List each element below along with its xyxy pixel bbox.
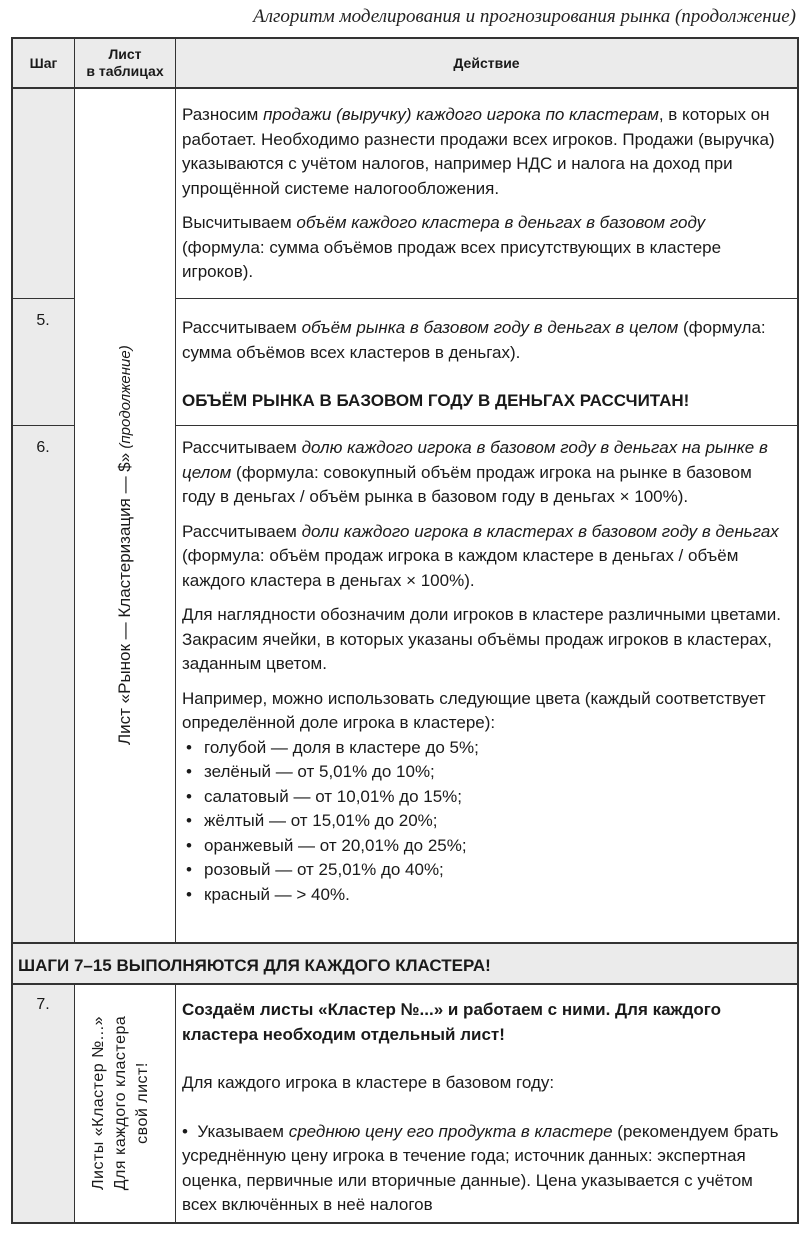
- header-sheet: [75, 46, 175, 80]
- header-action: Действие: [453, 55, 520, 71]
- row5-bottom-border-right: [175, 425, 799, 426]
- header-sheet-line2: в таблицах: [86, 63, 164, 79]
- step-number-7: 7.: [36, 996, 50, 1013]
- header-sheet-line1: Лист: [108, 46, 142, 62]
- col2-divider: [175, 37, 176, 943]
- sheet-label-main: Лист «Рынок — Кластеризация — $»: [115, 452, 134, 745]
- banner-bottom-border: [11, 983, 799, 985]
- list-item: • красный — > 40%.: [182, 883, 782, 908]
- row6-action: [182, 436, 782, 907]
- step-column-background-row7: [13, 984, 74, 1222]
- header-step: Шаг: [29, 55, 58, 71]
- sheet-label-cluster-line3: свой лист!: [134, 1062, 151, 1144]
- row6-paragraph-1: Рассчитываем долю каждого игрока в базовом году в деньгах на рынке в целом (формула: совокупный объём продаж игрока на рынке в базовом году в деньгах / объём рынка в базовом году в деньгах × 100%).: [182, 438, 768, 506]
- sheet-label-market-clustering: [115, 345, 135, 745]
- row7-heading: Создаём листы «Кластер №...» и работаем с ними. Для каждого кластера необходим отдельный лист!: [182, 1000, 722, 1044]
- list-item: • салатовый — от 10,01% до 15%;: [182, 785, 782, 810]
- sheet-label-cluster-line2: Для каждого кластера: [112, 1015, 129, 1191]
- row6-paragraph-4: Например, можно использовать следующие цвета (каждый соответствует определённой доле игрока в кластере):: [182, 688, 766, 732]
- row5-action: [182, 316, 782, 424]
- row4-action: [182, 103, 782, 295]
- sheet-label-cluster-line1: Листы «Кластер №...»: [90, 1016, 107, 1190]
- row5-bottom-border: [11, 425, 75, 426]
- row7-action: [182, 998, 782, 1218]
- row4-bottom-border-right: [175, 298, 799, 299]
- row7-paragraph-1: Для каждого игрока в кластере в базовом году:: [182, 1073, 555, 1092]
- header-bottom-border: [11, 87, 799, 89]
- table-caption: Алгоритм моделирования и прогнозирования рынка (продолжение): [253, 6, 796, 27]
- row4-paragraph-2: Высчитываем объём каждого кластера в деньгах в базовом году (формула: сумма объёмов продаж всех присутствующих в кластере игроков).: [182, 213, 722, 281]
- list-item: • голубой — доля в кластере до 5%;: [182, 736, 782, 761]
- color-legend-list: [182, 736, 782, 908]
- row7-bullet: • Указываем среднюю цену его продукта в кластере (рекомендуем брать усреднённую цену игрока в течение года; источник данных: экспертная оценка, первичные или вторичные данные). Цена указывается с учётом всех включённых в неё налогов: [182, 1121, 779, 1214]
- list-item: • жёлтый — от 15,01% до 20%;: [182, 809, 782, 834]
- row7-col2-divider: [175, 984, 176, 1222]
- col1-divider: [74, 37, 75, 943]
- row5-paragraph-1: Рассчитываем объём рынка в базовом году в деньгах в целом (формула: сумма объёмов всех кластеров в деньгах).: [182, 318, 766, 362]
- row5-conclusion: ОБЪЁМ РЫНКА В БАЗОВОМ ГОДУ В ДЕНЬГАХ РАССЧИТАН!: [182, 391, 690, 410]
- row7-col1-divider: [74, 984, 75, 1222]
- step-number-6: 6.: [36, 439, 50, 456]
- sheet-label-cluster: [88, 998, 154, 1208]
- row6-paragraph-2: Рассчитываем доли каждого игрока в кластерах в базовом году в деньгах (формула: объём продаж игрока в каждом кластере в деньгах / объём каждого кластера в деньгах × 100%).: [182, 521, 779, 590]
- step-column-background: [13, 88, 74, 943]
- list-item: • розовый — от 25,01% до 40%;: [182, 858, 782, 883]
- row4-paragraph-1: Разносим продажи (выручку) каждого игрока по кластерам, в которых он работает. Необходимо разнести продажи всех игроков. Продажи (выручка) указываются с учётом налогов, например НДС и налога на доход при упрощённой системе налогообложения.: [182, 105, 775, 198]
- row6-paragraph-3: Для наглядности обозначим доли игроков в кластере различными цветами. Закрасим ячейки, в которых указаны объёмы продаж игроков в кластерах, заданным цветом.: [182, 605, 781, 673]
- row4-bottom-border: [11, 298, 75, 299]
- list-item: • оранжевый — от 20,01% до 25%;: [182, 834, 782, 859]
- step-number-5: 5.: [36, 312, 50, 329]
- banner-top-border: [11, 942, 799, 944]
- list-item: • зелёный — от 5,01% до 10%;: [182, 760, 782, 785]
- sheet-label-suffix: (продолжение): [117, 345, 134, 453]
- steps-banner: ШАГИ 7–15 ВЫПОЛНЯЮТСЯ ДЛЯ КАЖДОГО КЛАСТЕРА!: [18, 956, 491, 975]
